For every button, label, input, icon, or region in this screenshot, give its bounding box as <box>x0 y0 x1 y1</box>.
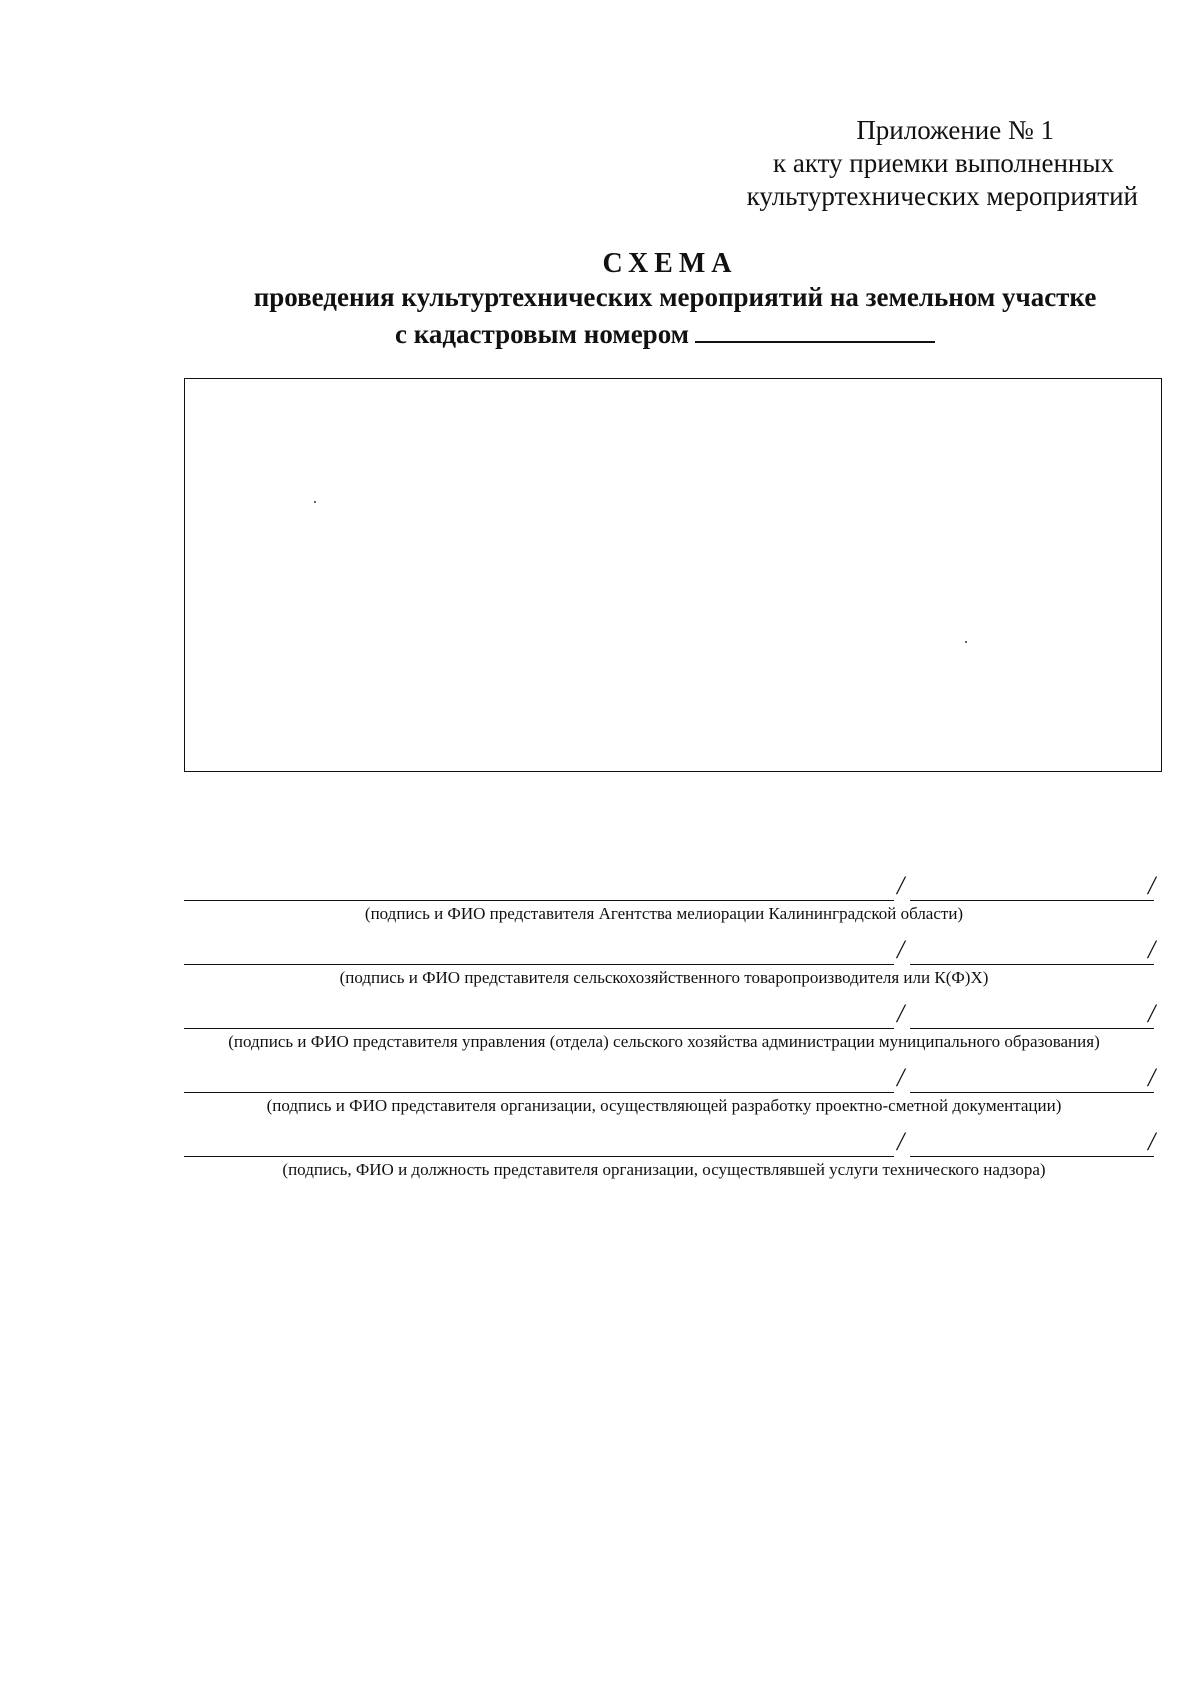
signature-line[interactable] <box>184 1156 894 1157</box>
cadastral-number-blank[interactable] <box>695 315 935 343</box>
separator-slash: / <box>897 999 905 1028</box>
signature-row-producer <box>184 934 1154 1004</box>
signature-line[interactable] <box>184 1092 894 1093</box>
separator-slash: / <box>1148 1063 1156 1092</box>
signature-row-supervision <box>184 1126 1154 1196</box>
separator-slash: / <box>1148 1127 1156 1156</box>
signature-caption: (подпись, ФИО и должность представителя организации, осуществлявшей услуги технического надзора) <box>282 1160 1046 1179</box>
signature-caption: (подпись и ФИО представителя Агентства мелиорации Калининградской области) <box>364 904 964 923</box>
annex-number: Приложение № 1 <box>856 115 1054 145</box>
scan-speck <box>965 641 967 643</box>
separator-slash: / <box>897 1127 905 1156</box>
signature-caption: (подпись и ФИО представителя организации, осуществляющей разработку проектно-сметной документации) <box>266 1096 1062 1115</box>
signature-row-design-org <box>184 1062 1154 1132</box>
signature-line[interactable] <box>184 1028 894 1029</box>
signature-line[interactable] <box>184 964 894 965</box>
signature-row-municipal <box>184 998 1154 1068</box>
name-line[interactable] <box>910 1028 1154 1029</box>
signature-line[interactable] <box>184 900 894 901</box>
annex-reference-cont: культуртехнических мероприятий <box>746 181 1138 211</box>
separator-slash: / <box>1148 871 1156 900</box>
separator-slash: / <box>897 935 905 964</box>
separator-slash: / <box>897 1063 905 1092</box>
name-line[interactable] <box>910 900 1154 901</box>
document-subtitle: проведения культуртехнических мероприятий на земельном участке <box>253 282 1097 312</box>
signature-row-agency <box>184 870 1154 940</box>
annex-reference: к акту приемки выполненных <box>772 148 1114 178</box>
scan-speck <box>314 501 316 503</box>
name-line[interactable] <box>910 1092 1154 1093</box>
document-title: СХЕМА <box>602 248 738 279</box>
annex-note <box>668 114 1138 213</box>
separator-slash: / <box>897 871 905 900</box>
separator-slash: / <box>1148 999 1156 1028</box>
name-line[interactable] <box>910 1156 1154 1157</box>
cadastral-label: с кадастровым номером <box>395 319 690 349</box>
signature-caption: (подпись и ФИО представителя сельскохозяйственного товаропроизводителя или К(Ф)Х) <box>339 968 989 987</box>
name-line[interactable] <box>910 964 1154 965</box>
cadastral-number-line <box>395 315 935 352</box>
separator-slash: / <box>1148 935 1156 964</box>
signature-caption: (подпись и ФИО представителя управления (отдела) сельского хозяйства администрации муниципального образования) <box>228 1032 1100 1051</box>
scheme-drawing-area[interactable] <box>184 378 1162 772</box>
